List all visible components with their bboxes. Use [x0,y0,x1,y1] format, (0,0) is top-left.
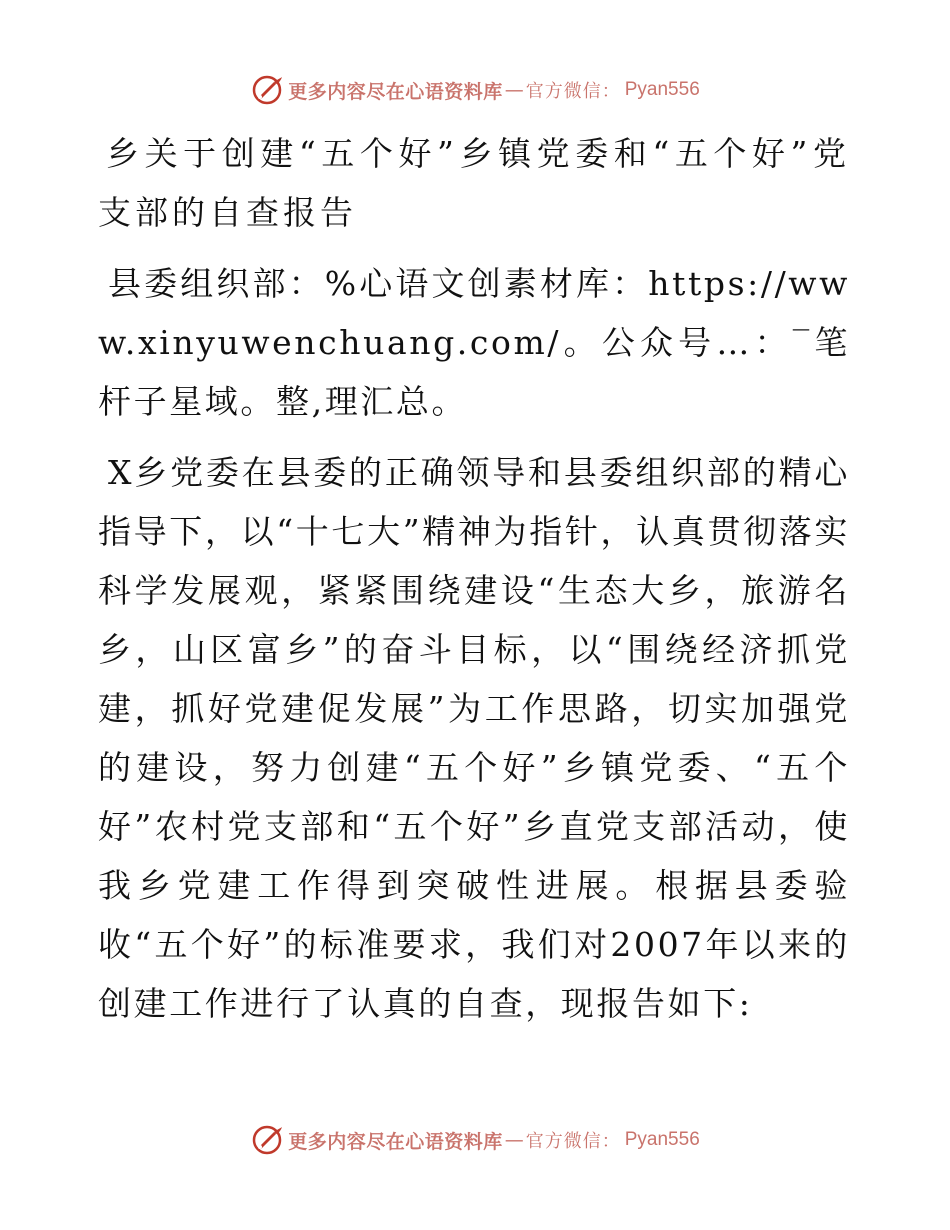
header-banner [0,72,950,108]
document-body [98,124,850,1033]
banner-separator: — [504,1129,524,1151]
banner-official-label: 官方微信： [525,81,621,102]
quill-logo-icon [250,73,284,107]
quill-logo-icon [250,1123,284,1157]
banner-separator: — [504,79,524,101]
banner-wechat-id: Pyan556 [624,79,700,100]
document-title: 乡关于创建“五个好”乡镇党委和“五个好”党支部的自查报告 [98,134,850,232]
banner-official-label: 官方微信： [525,1131,621,1152]
source-credit-line: 县委组织部：%心语文创素材库：https://www.xinyuwenchuang.com/。公众号…：‾笔杆子星域。整,理汇总。 [98,264,850,421]
banner-main-text: 更多内容尽在心语资料库 [288,80,503,103]
banner-wechat-id: Pyan556 [624,1129,700,1150]
banner-main-text: 更多内容尽在心语资料库 [288,1130,503,1153]
body-paragraph: X乡党委在县委的正确领导和县委组织部的精心指导下，以“十七大”精神为指针，认真贯彻落实科学发展观，紧紧围绕建设“生态大乡，旅游名乡，山区富乡”的奋斗目标，以“围绕经济抓党建，抓好党建促发展”为工作思路，切实加强党的建设，努力创建“五个好”乡镇党委、“五个好”农村党支部和“五个好”乡直党支部活动，使我乡党建工作得到突破性进展。根据县委验收“五个好”的标准要求，我们对2007年以来的创建工作进行了认真的自查，现报告如下: [98,453,850,1023]
footer-banner [0,1122,950,1158]
